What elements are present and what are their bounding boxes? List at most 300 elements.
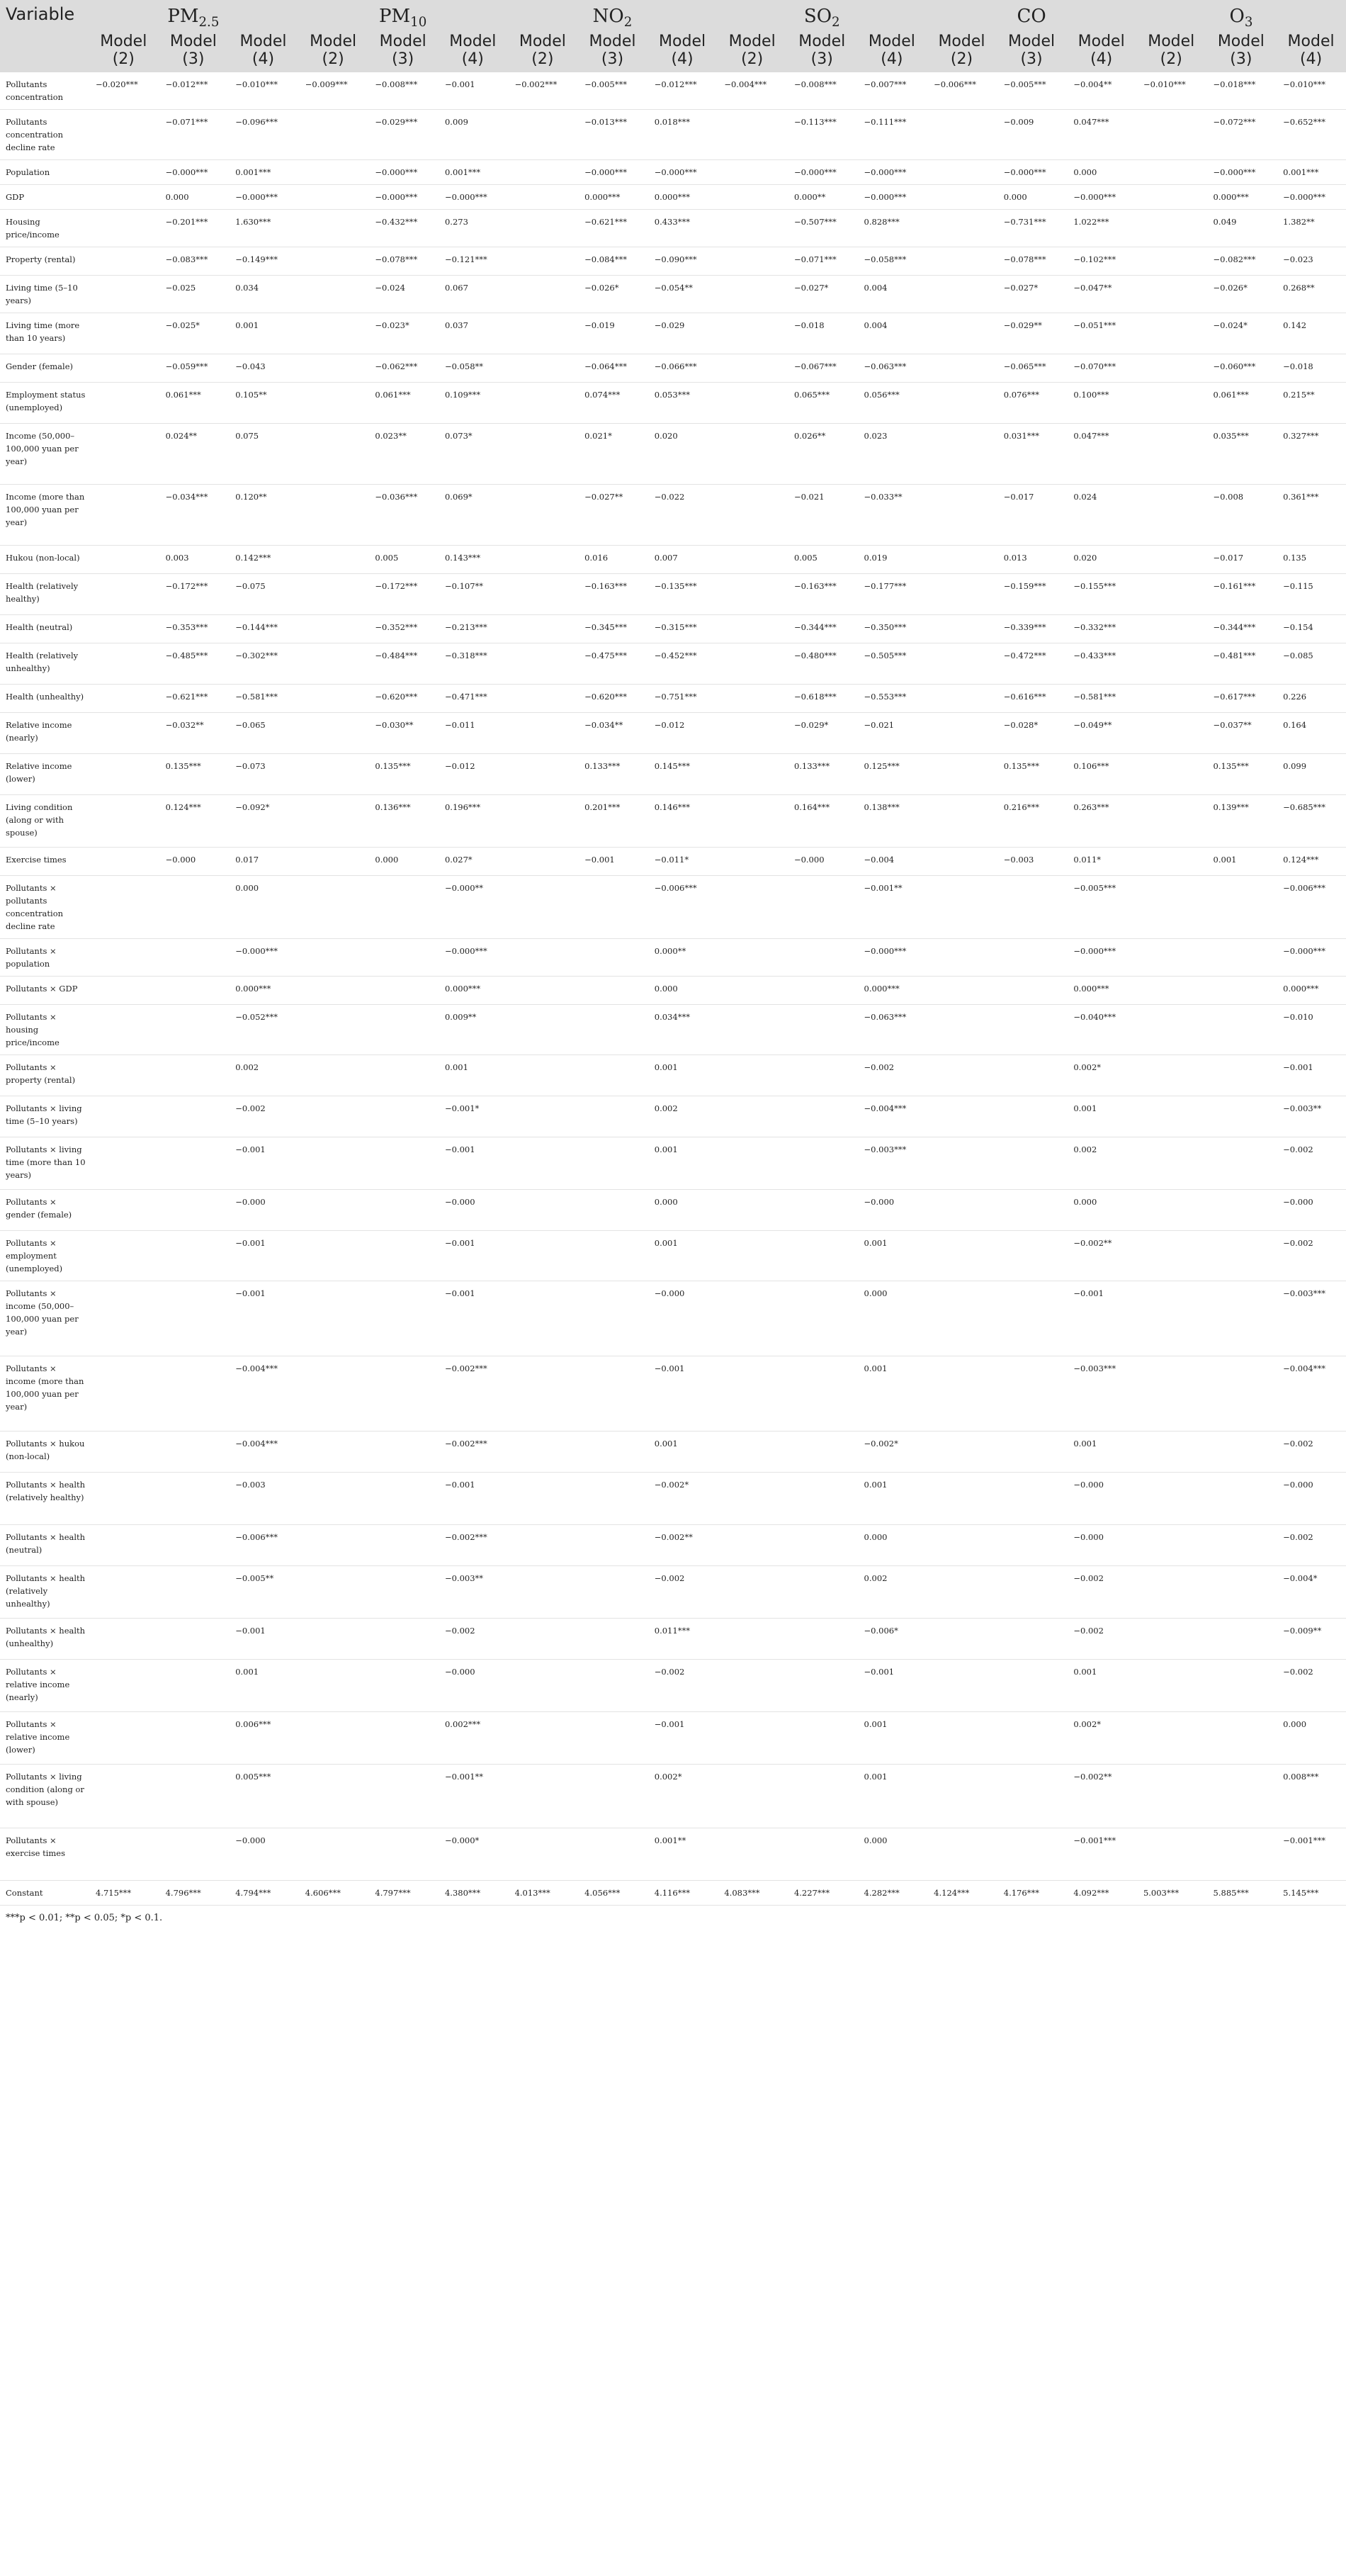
model-number: (3) bbox=[1230, 50, 1252, 69]
coefficient-cell bbox=[1206, 1566, 1277, 1619]
coefficient-cell: −0.008 bbox=[1206, 485, 1277, 546]
coefficient-cell: 0.049 bbox=[1206, 210, 1277, 247]
variable-name: Income (more than 100,000 yuan per year) bbox=[0, 485, 89, 546]
coefficient-cell bbox=[1206, 1712, 1277, 1765]
coefficient-cell bbox=[717, 1281, 787, 1356]
coefficient-cell: −0.480*** bbox=[787, 643, 857, 685]
coefficient-cell: −0.001 bbox=[857, 1660, 927, 1712]
coefficient-cell: 0.074*** bbox=[577, 383, 647, 424]
coefficient-cell: 0.011*** bbox=[647, 1619, 718, 1660]
coefficient-cell bbox=[577, 1137, 647, 1190]
coefficient-cell: −0.345*** bbox=[577, 615, 647, 643]
coefficient-cell: 0.037 bbox=[438, 313, 508, 354]
coefficient-cell: 0.007 bbox=[647, 546, 718, 574]
table-row bbox=[0, 354, 1346, 383]
coefficient-cell: −0.002 bbox=[1066, 1566, 1136, 1619]
coefficient-cell: 0.124*** bbox=[159, 795, 229, 848]
coefficient-cell: −0.000 bbox=[438, 1660, 508, 1712]
table-row bbox=[0, 939, 1346, 977]
coefficient-cell bbox=[159, 1281, 229, 1356]
coefficient-cell bbox=[1136, 795, 1206, 848]
coefficient-cell: −0.071*** bbox=[787, 247, 857, 276]
coefficient-cell: −0.201*** bbox=[159, 210, 229, 247]
coefficient-cell bbox=[577, 1231, 647, 1281]
coefficient-cell bbox=[927, 1055, 997, 1096]
coefficient-cell bbox=[1206, 1096, 1277, 1137]
coefficient-cell bbox=[508, 1096, 578, 1137]
coefficient-cell bbox=[508, 795, 578, 848]
coefficient-cell: −0.001 bbox=[228, 1137, 298, 1190]
coefficient-cell bbox=[368, 1005, 438, 1055]
coefficient-cell bbox=[508, 1432, 578, 1473]
coefficient-cell: 0.215** bbox=[1276, 383, 1346, 424]
coefficient-cell bbox=[997, 1619, 1067, 1660]
coefficient-cell bbox=[89, 247, 159, 276]
coefficient-cell bbox=[508, 424, 578, 485]
coefficient-cell: −0.001 bbox=[438, 1281, 508, 1356]
coefficient-cell: 0.000*** bbox=[577, 185, 647, 210]
variable-name: Pollutants × pollutants concentration decline rate bbox=[0, 876, 89, 939]
coefficient-cell: −0.352*** bbox=[368, 615, 438, 643]
coefficient-cell: 0.056*** bbox=[857, 383, 927, 424]
coefficient-cell bbox=[927, 713, 997, 754]
coefficient-cell bbox=[368, 1525, 438, 1566]
coefficient-cell bbox=[368, 1712, 438, 1765]
coefficient-cell: −0.009** bbox=[1276, 1619, 1346, 1660]
coefficient-cell: −0.004* bbox=[1276, 1566, 1346, 1619]
coefficient-cell: −0.034** bbox=[577, 713, 647, 754]
coefficient-cell: 0.146*** bbox=[647, 795, 718, 848]
coefficient-cell: 0.001 bbox=[647, 1231, 718, 1281]
coefficient-cell: −0.073 bbox=[228, 754, 298, 795]
coefficient-cell: −0.012 bbox=[438, 754, 508, 795]
coefficient-cell bbox=[508, 977, 578, 1005]
model-header bbox=[89, 33, 159, 72]
pollutant-header bbox=[1136, 0, 1346, 33]
coefficient-cell: 4.176*** bbox=[997, 1881, 1067, 1906]
coefficient-cell: 0.000 bbox=[1066, 160, 1136, 185]
variable-name: Pollutants × employment (unemployed) bbox=[0, 1231, 89, 1281]
coefficient-cell bbox=[717, 1525, 787, 1566]
coefficient-cell: −0.001 bbox=[1276, 1055, 1346, 1096]
coefficient-cell bbox=[368, 1137, 438, 1190]
table-row bbox=[0, 383, 1346, 424]
model-header bbox=[438, 33, 508, 72]
coefficient-cell: 4.282*** bbox=[857, 1881, 927, 1906]
coefficient-cell: −0.621*** bbox=[577, 210, 647, 247]
table-row bbox=[0, 1881, 1346, 1906]
coefficient-cell bbox=[997, 1231, 1067, 1281]
coefficient-cell: 0.000 bbox=[857, 1525, 927, 1566]
coefficient-cell: −0.037** bbox=[1206, 713, 1277, 754]
table-row bbox=[0, 1096, 1346, 1137]
coefficient-cell bbox=[717, 1055, 787, 1096]
coefficient-cell bbox=[997, 1473, 1067, 1525]
coefficient-cell: −0.001 bbox=[438, 1473, 508, 1525]
coefficient-cell bbox=[997, 1356, 1067, 1432]
coefficient-cell bbox=[508, 1712, 578, 1765]
coefficient-cell: 0.026** bbox=[787, 424, 857, 485]
coefficient-cell bbox=[927, 1765, 997, 1828]
coefficient-cell: −0.002 bbox=[1276, 1660, 1346, 1712]
table-row bbox=[0, 485, 1346, 546]
coefficient-cell: 0.024** bbox=[159, 424, 229, 485]
coefficient-cell: −0.003 bbox=[997, 848, 1067, 876]
coefficient-cell: −0.027* bbox=[787, 276, 857, 313]
coefficient-cell: 0.105** bbox=[228, 383, 298, 424]
coefficient-cell bbox=[298, 1765, 368, 1828]
model-number: (4) bbox=[1090, 50, 1113, 69]
coefficient-cell bbox=[298, 1828, 368, 1881]
coefficient-cell bbox=[577, 1660, 647, 1712]
coefficient-cell: −0.111*** bbox=[857, 110, 927, 160]
table-row bbox=[0, 1137, 1346, 1190]
coefficient-cell bbox=[787, 1356, 857, 1432]
coefficient-cell: 0.216*** bbox=[997, 795, 1067, 848]
coefficient-cell: 0.000 bbox=[997, 185, 1067, 210]
coefficient-cell: 0.016 bbox=[577, 546, 647, 574]
coefficient-cell: 4.380*** bbox=[438, 1881, 508, 1906]
coefficient-cell: −0.085 bbox=[1276, 643, 1346, 685]
coefficient-cell: 0.053*** bbox=[647, 383, 718, 424]
coefficient-cell: 0.001*** bbox=[438, 160, 508, 185]
variable-name: Exercise times bbox=[0, 848, 89, 876]
coefficient-cell: 0.001 bbox=[857, 1712, 927, 1765]
coefficient-cell bbox=[1206, 1828, 1277, 1881]
coefficient-cell bbox=[577, 1005, 647, 1055]
coefficient-cell: 0.034 bbox=[228, 276, 298, 313]
table-row bbox=[0, 1828, 1346, 1881]
coefficient-cell: 4.124*** bbox=[927, 1881, 997, 1906]
model-header bbox=[508, 33, 578, 72]
coefficient-cell: −0.002*** bbox=[508, 72, 578, 110]
coefficient-cell bbox=[927, 1473, 997, 1525]
coefficient-cell: 4.092*** bbox=[1066, 1881, 1136, 1906]
coefficient-cell bbox=[997, 1190, 1067, 1231]
coefficient-cell bbox=[508, 1525, 578, 1566]
coefficient-cell bbox=[787, 1828, 857, 1881]
coefficient-cell bbox=[89, 185, 159, 210]
coefficient-cell bbox=[1136, 1765, 1206, 1828]
coefficient-cell: 0.164*** bbox=[787, 795, 857, 848]
coefficient-cell bbox=[717, 1712, 787, 1765]
coefficient-cell: 0.031*** bbox=[997, 424, 1067, 485]
coefficient-cell: 0.142*** bbox=[228, 546, 298, 574]
coefficient-cell bbox=[159, 1055, 229, 1096]
coefficient-cell: −0.000*** bbox=[857, 160, 927, 185]
coefficient-cell: 0.034*** bbox=[647, 1005, 718, 1055]
coefficient-cell bbox=[1136, 1619, 1206, 1660]
coefficient-cell bbox=[1206, 1137, 1277, 1190]
coefficient-cell: −0.002 bbox=[228, 1096, 298, 1137]
coefficient-cell: −0.004*** bbox=[717, 72, 787, 110]
coefficient-cell: 0.120** bbox=[228, 485, 298, 546]
coefficient-cell: −0.043 bbox=[228, 354, 298, 383]
coefficient-cell: 0.196*** bbox=[438, 795, 508, 848]
coefficient-cell: −0.000 bbox=[1066, 1525, 1136, 1566]
table-row bbox=[0, 185, 1346, 210]
coefficient-cell bbox=[1136, 383, 1206, 424]
model-label: Model bbox=[379, 33, 426, 51]
coefficient-cell bbox=[1206, 876, 1277, 939]
coefficient-cell: −0.017 bbox=[1206, 546, 1277, 574]
coefficient-cell bbox=[298, 643, 368, 685]
coefficient-cell bbox=[1136, 1712, 1206, 1765]
coefficient-cell bbox=[298, 685, 368, 713]
variable-name: Health (relatively unhealthy) bbox=[0, 643, 89, 685]
coefficient-cell: −0.616*** bbox=[997, 685, 1067, 713]
coefficient-cell bbox=[159, 1231, 229, 1281]
coefficient-cell: −0.581*** bbox=[228, 685, 298, 713]
coefficient-cell bbox=[717, 313, 787, 354]
coefficient-cell bbox=[717, 185, 787, 210]
coefficient-cell bbox=[1136, 1566, 1206, 1619]
coefficient-cell: 0.135*** bbox=[997, 754, 1067, 795]
coefficient-cell bbox=[159, 1096, 229, 1137]
coefficient-cell: −0.155*** bbox=[1066, 574, 1136, 615]
coefficient-cell bbox=[927, 110, 997, 160]
coefficient-cell: −0.047** bbox=[1066, 276, 1136, 313]
coefficient-cell: −0.023 bbox=[1276, 247, 1346, 276]
coefficient-cell: −0.009*** bbox=[298, 72, 368, 110]
coefficient-cell bbox=[997, 939, 1067, 977]
coefficient-cell: −0.001 bbox=[647, 1712, 718, 1765]
coefficient-cell: 0.020 bbox=[647, 424, 718, 485]
coefficient-cell: −0.084*** bbox=[577, 247, 647, 276]
coefficient-cell: −0.005*** bbox=[577, 72, 647, 110]
coefficient-cell: −0.000*** bbox=[438, 185, 508, 210]
coefficient-cell: 0.100*** bbox=[1066, 383, 1136, 424]
coefficient-cell: 0.018*** bbox=[647, 110, 718, 160]
coefficient-cell bbox=[787, 1231, 857, 1281]
coefficient-cell bbox=[1136, 713, 1206, 754]
coefficient-cell: 0.002*** bbox=[438, 1712, 508, 1765]
coefficient-cell bbox=[577, 1566, 647, 1619]
coefficient-cell: −0.144*** bbox=[228, 615, 298, 643]
coefficient-cell: −0.024* bbox=[1206, 313, 1277, 354]
coefficient-cell: −0.006*** bbox=[1276, 876, 1346, 939]
coefficient-cell bbox=[298, 313, 368, 354]
coefficient-cell: −0.000 bbox=[228, 1828, 298, 1881]
model-number: (2) bbox=[741, 50, 764, 69]
coefficient-cell: 0.001 bbox=[647, 1055, 718, 1096]
coefficient-cell bbox=[577, 1190, 647, 1231]
coefficient-cell bbox=[508, 354, 578, 383]
coefficient-cell: 0.327*** bbox=[1276, 424, 1346, 485]
coefficient-cell bbox=[89, 313, 159, 354]
coefficient-cell bbox=[717, 1619, 787, 1660]
coefficient-cell: −0.059*** bbox=[159, 354, 229, 383]
coefficient-cell: −0.001** bbox=[857, 876, 927, 939]
coefficient-cell: −0.013*** bbox=[577, 110, 647, 160]
pollutant-header-row bbox=[0, 0, 1346, 33]
coefficient-cell bbox=[89, 1281, 159, 1356]
coefficient-cell bbox=[997, 1432, 1067, 1473]
coefficient-cell: 0.001 bbox=[647, 1137, 718, 1190]
model-header bbox=[647, 33, 718, 72]
variable-name: Pollutants concentration bbox=[0, 72, 89, 110]
coefficient-cell bbox=[717, 1660, 787, 1712]
pollutant-subscript: 3 bbox=[1244, 15, 1253, 30]
coefficient-cell: 0.005 bbox=[787, 546, 857, 574]
coefficient-cell: 0.002 bbox=[857, 1566, 927, 1619]
variable-name: Pollutants × health (relatively healthy) bbox=[0, 1473, 89, 1525]
model-header bbox=[857, 33, 927, 72]
pollutant-header bbox=[717, 0, 927, 33]
coefficient-cell: 0.076*** bbox=[997, 383, 1067, 424]
coefficient-cell: 0.136*** bbox=[368, 795, 438, 848]
coefficient-cell bbox=[89, 713, 159, 754]
variable-name: Hukou (non-local) bbox=[0, 546, 89, 574]
model-label: Model bbox=[1008, 33, 1056, 51]
coefficient-cell: −0.000 bbox=[438, 1190, 508, 1231]
coefficient-cell bbox=[927, 754, 997, 795]
coefficient-cell: −0.027* bbox=[997, 276, 1067, 313]
coefficient-cell: −0.033** bbox=[857, 485, 927, 546]
coefficient-cell: 0.164 bbox=[1276, 713, 1346, 754]
coefficient-cell: −0.004*** bbox=[1276, 1356, 1346, 1432]
coefficient-cell: −0.002 bbox=[438, 1619, 508, 1660]
coefficient-cell: −0.008*** bbox=[368, 72, 438, 110]
coefficient-cell bbox=[508, 1356, 578, 1432]
coefficient-cell: 1.382** bbox=[1276, 210, 1346, 247]
model-header bbox=[159, 33, 229, 72]
model-number: (2) bbox=[112, 50, 135, 69]
coefficient-cell: −0.004*** bbox=[857, 1096, 927, 1137]
coefficient-cell bbox=[717, 939, 787, 977]
coefficient-cell bbox=[1206, 1619, 1277, 1660]
pollutant-subscript: 2 bbox=[623, 15, 633, 30]
table-row bbox=[0, 276, 1346, 313]
variable-name: Pollutants × exercise times bbox=[0, 1828, 89, 1881]
coefficient-cell: −0.011* bbox=[647, 848, 718, 876]
coefficient-cell bbox=[298, 795, 368, 848]
coefficient-cell bbox=[717, 1765, 787, 1828]
coefficient-cell bbox=[368, 1096, 438, 1137]
pollutant-header bbox=[927, 0, 1136, 33]
coefficient-cell: 0.124*** bbox=[1276, 848, 1346, 876]
coefficient-cell bbox=[1206, 977, 1277, 1005]
coefficient-cell bbox=[997, 1566, 1067, 1619]
coefficient-cell bbox=[1206, 1231, 1277, 1281]
coefficient-cell: −0.010*** bbox=[228, 72, 298, 110]
coefficient-cell bbox=[997, 1137, 1067, 1190]
coefficient-cell: 0.000*** bbox=[1066, 977, 1136, 1005]
coefficient-cell: −0.026* bbox=[577, 276, 647, 313]
coefficient-cell: 0.000 bbox=[857, 1828, 927, 1881]
coefficient-cell bbox=[787, 1566, 857, 1619]
coefficient-cell: −0.432*** bbox=[368, 210, 438, 247]
model-number: (3) bbox=[182, 50, 205, 69]
variable-name: Pollutants × health (unhealthy) bbox=[0, 1619, 89, 1660]
coefficient-cell: −0.058** bbox=[438, 354, 508, 383]
coefficient-cell bbox=[298, 276, 368, 313]
coefficient-cell bbox=[89, 615, 159, 643]
coefficient-cell: −0.021 bbox=[857, 713, 927, 754]
coefficient-cell bbox=[717, 160, 787, 185]
coefficient-cell: −0.159*** bbox=[997, 574, 1067, 615]
coefficient-cell bbox=[1206, 1055, 1277, 1096]
coefficient-cell bbox=[927, 485, 997, 546]
coefficient-cell bbox=[927, 1712, 997, 1765]
coefficient-cell: −0.000*** bbox=[997, 160, 1067, 185]
coefficient-cell bbox=[298, 1096, 368, 1137]
coefficient-cell bbox=[717, 1473, 787, 1525]
coefficient-cell bbox=[89, 1566, 159, 1619]
coefficient-cell bbox=[1206, 1281, 1277, 1356]
coefficient-cell: −0.005*** bbox=[1066, 876, 1136, 939]
coefficient-cell: 0.027* bbox=[438, 848, 508, 876]
coefficient-cell bbox=[298, 1190, 368, 1231]
coefficient-cell: 0.135*** bbox=[1206, 754, 1277, 795]
coefficient-cell bbox=[1136, 615, 1206, 643]
coefficient-cell bbox=[159, 1356, 229, 1432]
coefficient-cell bbox=[927, 574, 997, 615]
coefficient-cell bbox=[717, 1828, 787, 1881]
coefficient-cell: 0.106*** bbox=[1066, 754, 1136, 795]
table-row bbox=[0, 685, 1346, 713]
coefficient-cell: −0.028* bbox=[997, 713, 1067, 754]
coefficient-cell bbox=[717, 424, 787, 485]
model-label: Model bbox=[1217, 33, 1265, 51]
pollutant-subscript: 2 bbox=[832, 15, 840, 30]
coefficient-cell: 4.227*** bbox=[787, 1881, 857, 1906]
table-row bbox=[0, 574, 1346, 615]
model-label: Model bbox=[239, 33, 287, 51]
model-label: Model bbox=[868, 33, 915, 51]
coefficient-cell bbox=[927, 1281, 997, 1356]
coefficient-cell bbox=[508, 685, 578, 713]
coefficient-cell: −0.731*** bbox=[997, 210, 1067, 247]
variable-name: Living time (5–10 years) bbox=[0, 276, 89, 313]
coefficient-cell bbox=[508, 1005, 578, 1055]
variable-name: Living time (more than 10 years) bbox=[0, 313, 89, 354]
model-header bbox=[298, 33, 368, 72]
variable-name: Income (50,000–100,000 yuan per year) bbox=[0, 424, 89, 485]
coefficient-cell bbox=[927, 1566, 997, 1619]
coefficient-cell: −0.002 bbox=[1276, 1525, 1346, 1566]
coefficient-cell: −0.078*** bbox=[997, 247, 1067, 276]
variable-name: Health (relatively healthy) bbox=[0, 574, 89, 615]
coefficient-cell bbox=[89, 685, 159, 713]
coefficient-cell bbox=[1136, 1356, 1206, 1432]
coefficient-cell bbox=[577, 1432, 647, 1473]
coefficient-cell: −0.000*** bbox=[368, 185, 438, 210]
coefficient-cell: −0.001 bbox=[438, 1231, 508, 1281]
coefficient-cell bbox=[717, 1231, 787, 1281]
coefficient-cell: −0.029** bbox=[997, 313, 1067, 354]
coefficient-cell: −0.485*** bbox=[159, 643, 229, 685]
coefficient-cell bbox=[89, 1828, 159, 1881]
coefficient-cell: −0.000* bbox=[438, 1828, 508, 1881]
model-label: Model bbox=[1078, 33, 1125, 51]
coefficient-cell bbox=[298, 754, 368, 795]
coefficient-cell: −0.070*** bbox=[1066, 354, 1136, 383]
coefficient-cell bbox=[927, 939, 997, 977]
coefficient-cell: 0.135*** bbox=[368, 754, 438, 795]
variable-name: Pollutants × living condition (along or with spouse) bbox=[0, 1765, 89, 1828]
coefficient-cell bbox=[927, 546, 997, 574]
coefficient-cell bbox=[1136, 1525, 1206, 1566]
coefficient-cell: 0.268** bbox=[1276, 276, 1346, 313]
coefficient-cell: −0.553*** bbox=[857, 685, 927, 713]
coefficient-cell bbox=[89, 643, 159, 685]
coefficient-cell: 0.000*** bbox=[647, 185, 718, 210]
model-number: (2) bbox=[322, 50, 344, 69]
coefficient-cell: 0.047*** bbox=[1066, 424, 1136, 485]
variable-name: Pollutants × property (rental) bbox=[0, 1055, 89, 1096]
coefficient-cell: −0.082*** bbox=[1206, 247, 1277, 276]
